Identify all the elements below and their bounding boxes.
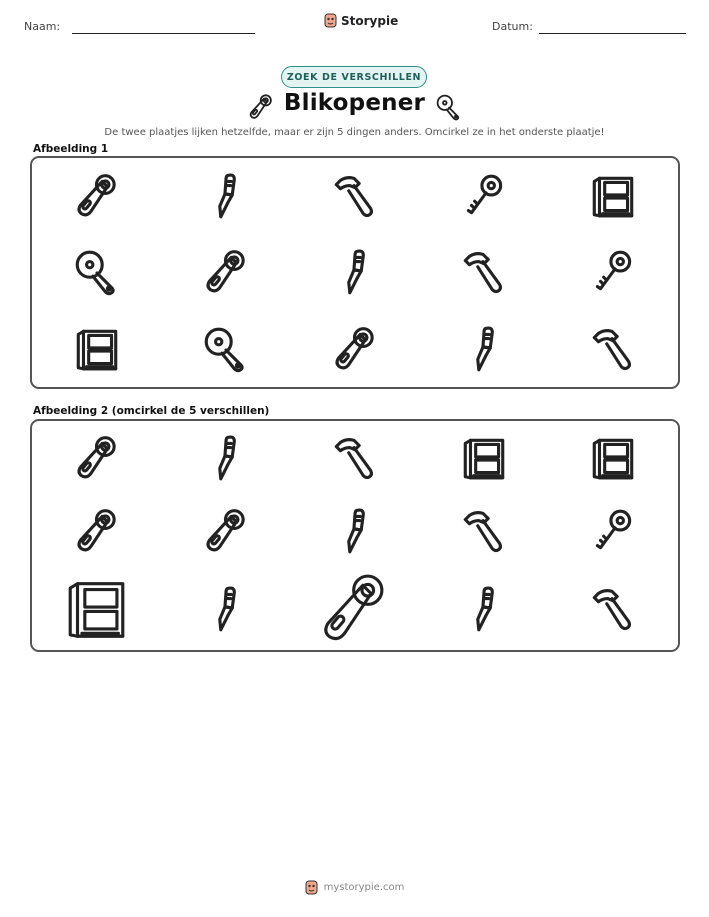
picture2-label: Afbeelding 2 (omcirkel de 5 verschillen) (33, 405, 270, 417)
picture1-grid (32, 158, 678, 387)
picture2-item[interactable] (549, 421, 678, 494)
picture1-panel (30, 156, 680, 389)
storypie-logo (324, 13, 398, 28)
cabinet-icon (60, 572, 133, 645)
picture1-item[interactable] (290, 234, 419, 310)
picture1-item[interactable] (161, 158, 290, 234)
can-opener-icon (200, 246, 252, 298)
key-icon (587, 246, 639, 298)
cabinet-icon (587, 170, 639, 222)
picture1-item[interactable] (420, 158, 549, 234)
hammer-icon (587, 323, 639, 375)
picture2-item[interactable] (290, 421, 419, 494)
page-title: Blikopener (283, 90, 426, 116)
picture1-item[interactable] (549, 311, 678, 387)
picture2-item[interactable] (161, 421, 290, 494)
knife-icon (329, 246, 381, 298)
hammer-icon (329, 432, 381, 484)
pizza-cutter-icon (434, 92, 464, 122)
hammer-icon (329, 170, 381, 222)
hammer-icon (458, 246, 510, 298)
storypie-mascot-icon (324, 13, 337, 28)
instructions: De twee plaatjes lijken hetzelfde, maar er zijn 5 dingen anders. Omcirkel ze in het onderste plaatje! (104, 127, 605, 138)
footer (0, 880, 709, 895)
knife-icon (200, 170, 252, 222)
knife-icon (200, 583, 252, 635)
pizza-cutter-icon (71, 246, 123, 298)
knife-icon (200, 432, 252, 484)
can-opener-icon (329, 323, 381, 375)
pizza-cutter-icon (200, 323, 252, 375)
picture1-item[interactable] (420, 234, 549, 310)
can-opener-icon (71, 170, 123, 222)
picture1-item[interactable] (290, 158, 419, 234)
picture1-item[interactable] (549, 234, 678, 310)
picture1-item[interactable] (161, 234, 290, 310)
picture1-label: Afbeelding 1 (33, 143, 109, 155)
picture2-item[interactable] (549, 567, 678, 650)
hammer-icon (458, 505, 510, 557)
picture2-item[interactable] (32, 494, 161, 567)
picture2-item[interactable] (161, 567, 290, 650)
picture1-item[interactable] (420, 311, 549, 387)
picture1-item[interactable] (32, 234, 161, 310)
brand-name: Storypie (341, 13, 399, 28)
date-label: Datum: (492, 20, 533, 33)
can-opener-icon (71, 505, 123, 557)
cabinet-icon (71, 323, 123, 375)
knife-icon (458, 583, 510, 635)
picture2-item[interactable] (161, 494, 290, 567)
picture1-item[interactable] (161, 311, 290, 387)
name-line[interactable] (72, 33, 255, 34)
picture2-item[interactable] (32, 567, 161, 650)
picture2-item[interactable] (290, 567, 419, 650)
picture1-item[interactable] (32, 158, 161, 234)
picture1-item[interactable] (549, 158, 678, 234)
picture2-item[interactable] (290, 494, 419, 567)
picture2-item[interactable] (420, 567, 549, 650)
picture2-item[interactable] (420, 494, 549, 567)
picture2-item[interactable] (420, 421, 549, 494)
can-opener-icon (313, 567, 396, 650)
knife-icon (458, 323, 510, 375)
can-opener-icon (71, 432, 123, 484)
picture1-item[interactable] (32, 311, 161, 387)
key-icon (587, 505, 639, 557)
picture2-item[interactable] (32, 421, 161, 494)
key-icon (458, 170, 510, 222)
knife-icon (329, 505, 381, 557)
footer-url[interactable]: mystorypie.com (323, 882, 405, 893)
name-label: Naam: (24, 20, 61, 33)
cabinet-icon (458, 432, 510, 484)
picture2-panel (30, 419, 680, 652)
picture2-grid (32, 421, 678, 650)
cabinet-icon (587, 432, 639, 484)
activity-badge: ZOEK DE VERSCHILLEN (281, 66, 427, 88)
hammer-icon (587, 583, 639, 635)
date-line[interactable] (539, 33, 686, 34)
storypie-mascot-icon (305, 880, 318, 895)
can-opener-icon (200, 505, 252, 557)
picture2-item[interactable] (549, 494, 678, 567)
picture1-item[interactable] (290, 311, 419, 387)
